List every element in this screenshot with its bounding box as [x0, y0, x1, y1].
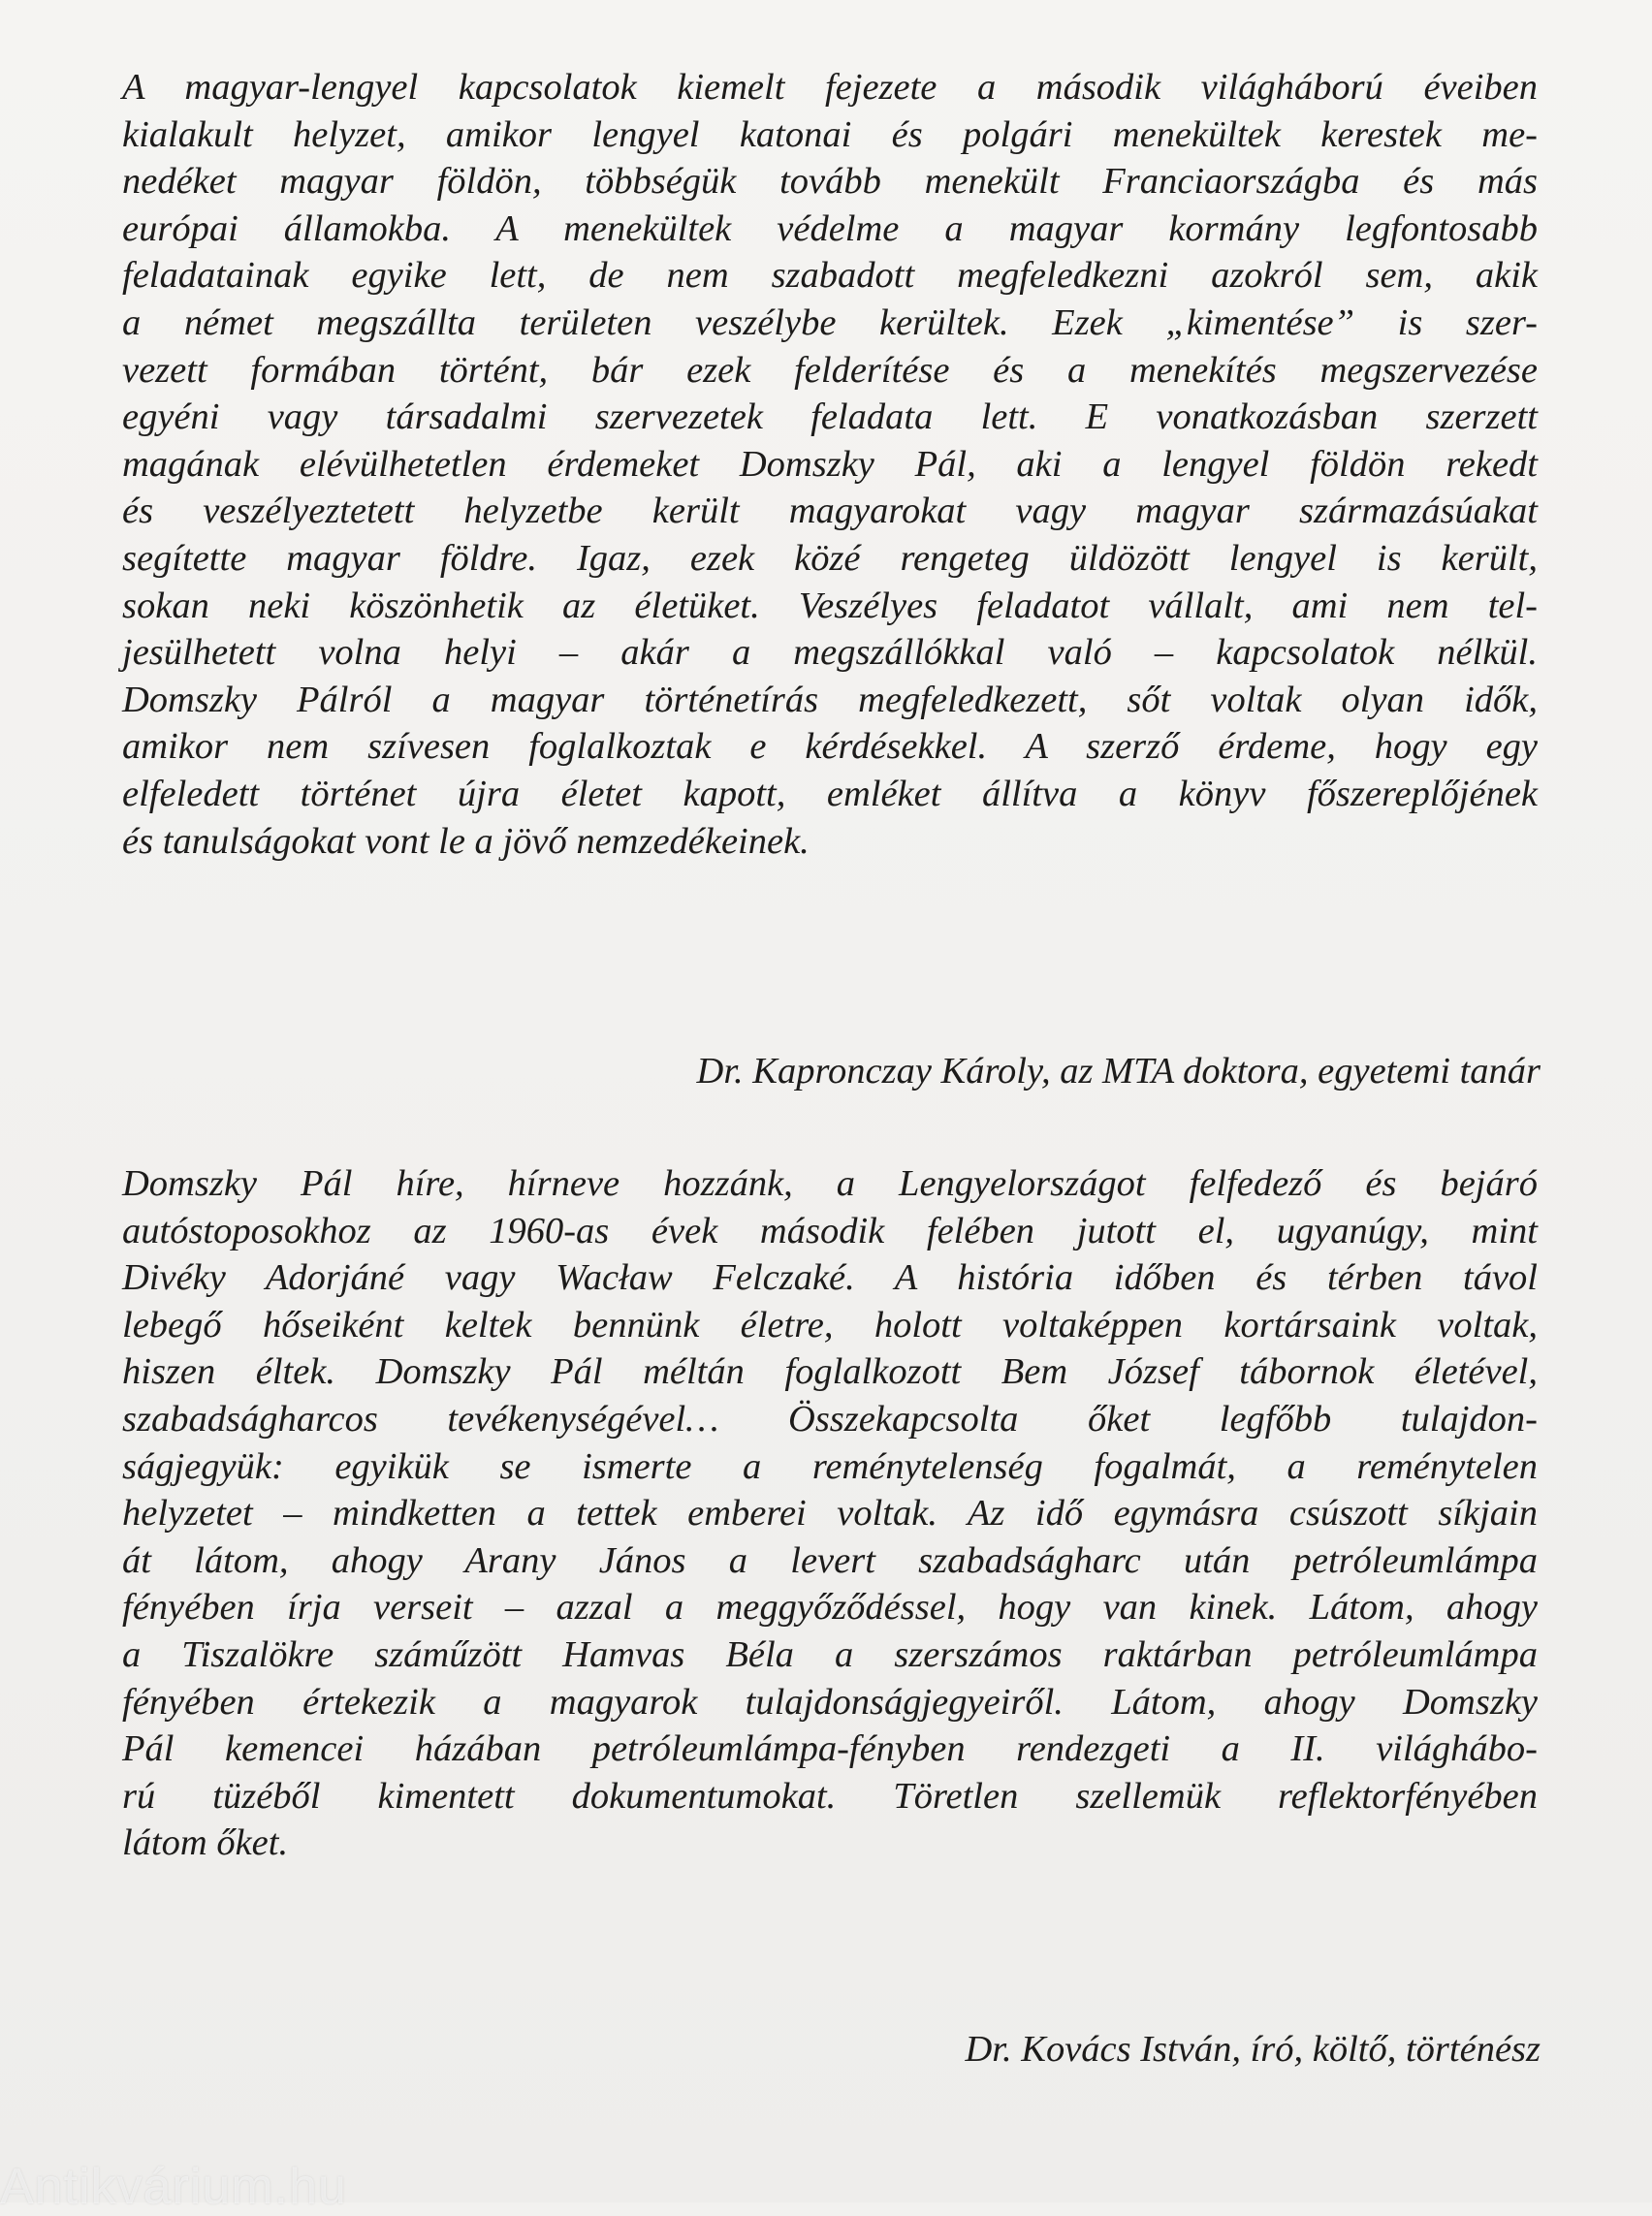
quote-1-line: vezett formában történt, bár ezek felderítése és a menekítés megszervezése — [122, 349, 1538, 391]
quote-1-line: és veszélyeztetett helyzetbe került magyarokat vagy magyar származásúakat — [122, 491, 1538, 532]
quote-2-line: lebegő hőseiként keltek bennünk életre, holott voltaképpen kortársaink voltak, — [122, 1304, 1538, 1345]
quote-1-line: Domszky Pálról a magyar történetírás megfeledkezett, sőt voltak olyan idők, — [122, 679, 1538, 720]
quote-1-line: segítette magyar földre. Igaz, ezek közé rengeteg üldözött lengyel is került, — [122, 537, 1538, 579]
quote-1-paragraph — [122, 64, 1538, 865]
watermark: Antikvárium.hu — [0, 2159, 347, 2215]
quote-2-signature: Dr. Kovács István, író, költő, történész — [965, 2029, 1541, 2070]
quote-2-line: autóstoposokhoz az 1960-as évek második felében jutott el, ugyanúgy, mint — [122, 1210, 1538, 1251]
quote-2-paragraph — [122, 1160, 1538, 1867]
quote-1-line: magának elévülhetetlen érdemeket Domszky Pál, aki a lengyel földön rekedt — [122, 443, 1538, 485]
quote-1-line: kialakult helyzet, amikor lengyel katonai és polgári menekültek kerestek me- — [122, 113, 1538, 155]
quote-2-line: Domszky Pál híre, hírneve hozzánk, a Lengyelországot felfedező és bejáró — [122, 1163, 1538, 1204]
quote-1-line: nedéket magyar földön, többségük tovább menekült Franciaországba és más — [122, 161, 1538, 203]
quote-1-line: sokan neki köszönhetik az életüket. Veszélyes feladatot vállalt, ami nem tel- — [122, 585, 1538, 626]
quote-1-line: feladatainak egyike lett, de nem szabadott megfeledkezni azokról sem, akik — [122, 255, 1538, 297]
quote-2-line: ságjegyük: egyikük se ismerte a reménytelenség fogalmát, a reménytelen — [122, 1445, 1538, 1487]
quote-2-line: hiszen éltek. Domszky Pál méltán foglalkozott Bem József tábornok életével, — [122, 1351, 1538, 1393]
quote-1-line: A magyar-lengyel kapcsolatok kiemelt fejezete a második világháború éveiben — [122, 67, 1538, 108]
quote-2-line: rú tüzéből kimentett dokumentumokat. Töretlen szellemük reflektorfényében — [122, 1775, 1538, 1817]
quote-2-line: fényében értekezik a magyarok tulajdonságjegyeiről. Látom, ahogy Domszky — [122, 1681, 1538, 1723]
quote-2-line: Divéky Adorjáné vagy Wacław Felczaké. A história időben és térben távol — [122, 1257, 1538, 1299]
quote-2-line: Pál kemencei házában petróleumlámpa-fényben rendezgeti a II. világhábo- — [122, 1728, 1538, 1770]
quote-1-line: amikor nem szívesen foglalkoztak e kérdésekkel. A szerző érdeme, hogy egy — [122, 726, 1538, 768]
quote-2-line: látom őket. — [122, 1822, 289, 1864]
quote-2-line: át látom, ahogy Arany János a levert szabadságharc után petróleumlámpa — [122, 1539, 1538, 1581]
quote-1-signature: Dr. Kapronczay Károly, az MTA doktora, egyetemi tanár — [696, 1051, 1541, 1092]
quote-2-line: helyzetet – mindketten a tettek emberei voltak. Az idő egymásra csúszott síkjain — [122, 1493, 1538, 1535]
quote-1-line: elfeledett történet újra életet kapott, emléket állítva a könyv főszereplőjének — [122, 773, 1538, 814]
quote-1-line: és tanulságokat vont le a jövő nemzedékeinek. — [122, 820, 810, 862]
quote-1-line: a német megszállta területen veszélybe kerültek. Ezek „kimentése” is szer- — [122, 301, 1538, 343]
quote-2-line: fényében írja verseit – azzal a meggyőződéssel, hogy van kinek. Látom, ahogy — [122, 1587, 1538, 1629]
quote-2-line: szabadságharcos tevékenységével… Összekapcsolta őket legfőbb tulajdon- — [122, 1398, 1538, 1440]
quote-1-line: jesülhetett volna helyi – akár a megszállókkal való – kapcsolatok nélkül. — [122, 632, 1538, 674]
quote-1-line: egyéni vagy társadalmi szervezetek feladata lett. E vonatkozásban szerzett — [122, 396, 1538, 438]
quote-2-line: a Tiszalökre száműzött Hamvas Béla a szerszámos raktárban petróleumlámpa — [122, 1633, 1538, 1675]
quote-1-line: európai államokba. A menekültek védelme a magyar kormány legfontosabb — [122, 207, 1538, 249]
